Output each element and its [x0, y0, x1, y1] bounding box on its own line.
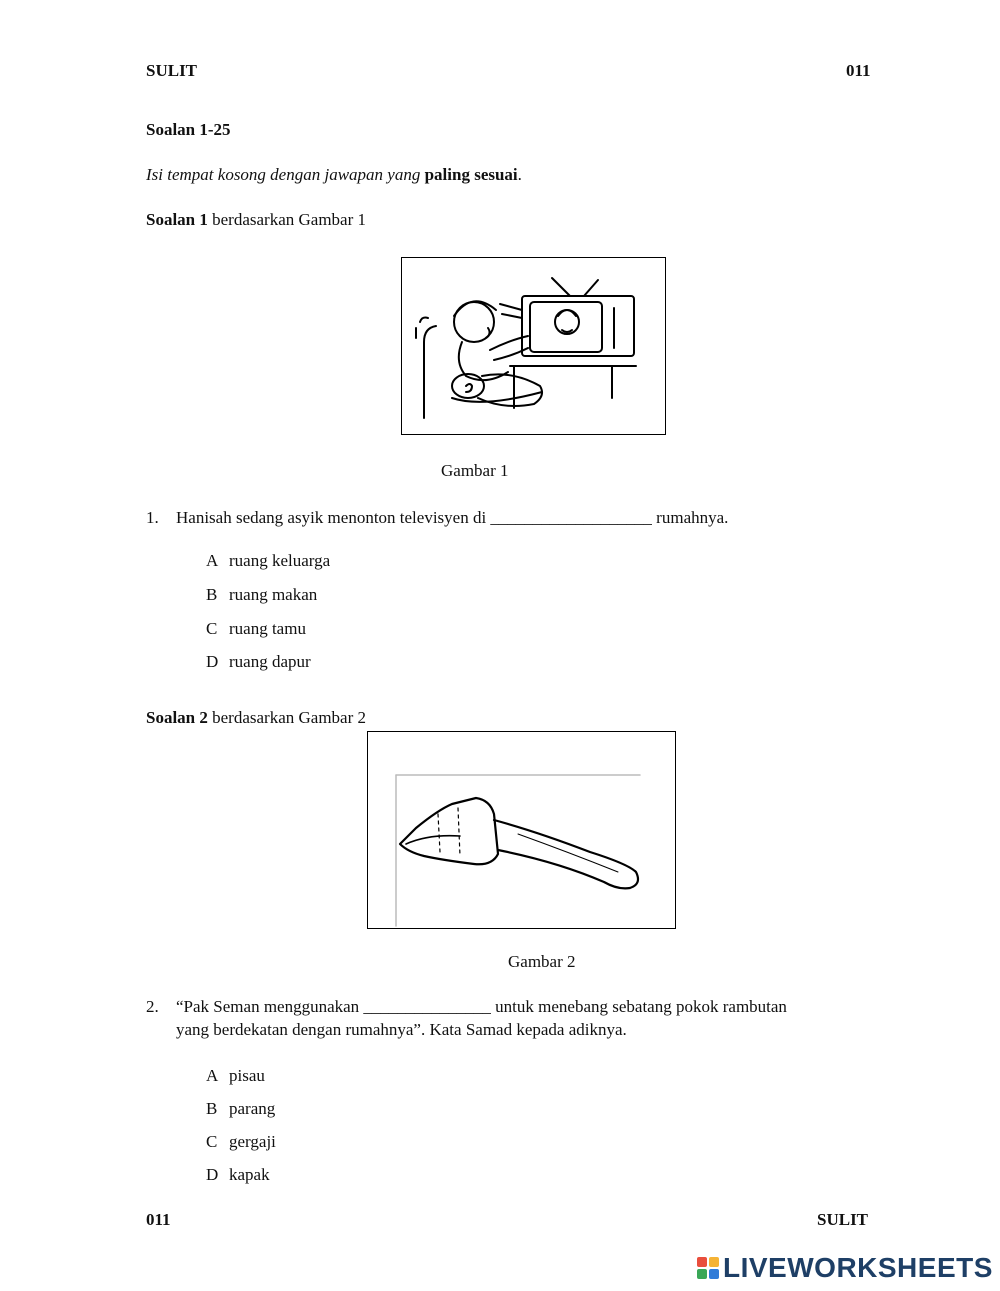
- option-letter: D: [206, 1165, 219, 1184]
- axe-illustration: [368, 732, 675, 928]
- q2-intro-rest: berdasarkan Gambar 2: [207, 708, 367, 727]
- option-letter: B: [206, 1099, 218, 1118]
- q2-option-a[interactable]: [206, 1066, 265, 1086]
- q2-option-b[interactable]: [206, 1099, 275, 1119]
- q1-intro-bold: Soalan 1: [146, 210, 208, 229]
- q1-option-b[interactable]: [206, 585, 317, 605]
- option-text: kapak: [229, 1165, 270, 1184]
- option-letter: C: [206, 1132, 218, 1151]
- section-title: Soalan 1-25: [146, 120, 231, 139]
- option-text: parang: [229, 1099, 276, 1118]
- q2-option-c[interactable]: [206, 1132, 276, 1152]
- instruction-end: .: [517, 165, 522, 184]
- header-left: SULIT: [146, 61, 198, 80]
- option-text: ruang keluarga: [229, 551, 331, 570]
- figure-1-caption: Gambar 1: [441, 461, 509, 480]
- option-letter: A: [206, 551, 219, 570]
- logo-block: [697, 1269, 707, 1279]
- q2-intro-bold: Soalan 2: [146, 708, 208, 727]
- q2-option-d[interactable]: [206, 1165, 270, 1185]
- tv-child-illustration: [402, 258, 665, 434]
- q2-text-line-1: “Pak Seman menggunakan _______________ untuk menebang sebatang pokok rambutan: [176, 997, 787, 1016]
- q1-intro-rest: berdasarkan Gambar 1: [207, 210, 367, 229]
- q1-option-a[interactable]: [206, 551, 330, 571]
- header-right: 011: [846, 61, 871, 80]
- option-letter: D: [206, 652, 219, 671]
- q1-number: 1.: [146, 508, 159, 527]
- instruction-bold: paling sesuai: [424, 165, 518, 184]
- figure-2-caption: Gambar 2: [508, 952, 576, 971]
- option-text: ruang tamu: [229, 619, 306, 638]
- q1-text: Hanisah sedang asyik menonton televisyen di ___________________ rumahnya.: [176, 508, 729, 527]
- q1-intro: [146, 210, 366, 230]
- footer-left: 011: [146, 1210, 171, 1229]
- logo-block: [697, 1257, 707, 1267]
- footer-right: SULIT: [817, 1210, 869, 1229]
- option-text: pisau: [229, 1066, 265, 1085]
- instruction: [146, 165, 522, 185]
- option-text: ruang makan: [229, 585, 318, 604]
- figure-1-frame: [401, 257, 666, 435]
- q2-intro: [146, 708, 366, 728]
- liveworksheets-logo: [697, 1253, 993, 1283]
- q1-option-d[interactable]: [206, 652, 311, 672]
- figure-2-frame: [367, 731, 676, 929]
- q2-number: 2.: [146, 997, 159, 1016]
- logo-blocks-icon: [697, 1257, 719, 1279]
- option-letter: C: [206, 619, 218, 638]
- q1-option-c[interactable]: [206, 619, 306, 639]
- option-text: ruang dapur: [229, 652, 311, 671]
- option-letter: B: [206, 585, 218, 604]
- option-letter: A: [206, 1066, 219, 1085]
- logo-block: [709, 1269, 719, 1279]
- instruction-italic: Isi tempat kosong dengan jawapan yang: [146, 165, 425, 184]
- option-text: gergaji: [229, 1132, 276, 1151]
- brand-name: LIVEWORKSHEETS: [723, 1252, 993, 1283]
- logo-block: [709, 1257, 719, 1267]
- q2-text-line-2: yang berdekatan dengan rumahnya”. Kata Samad kepada adiknya.: [176, 1020, 627, 1039]
